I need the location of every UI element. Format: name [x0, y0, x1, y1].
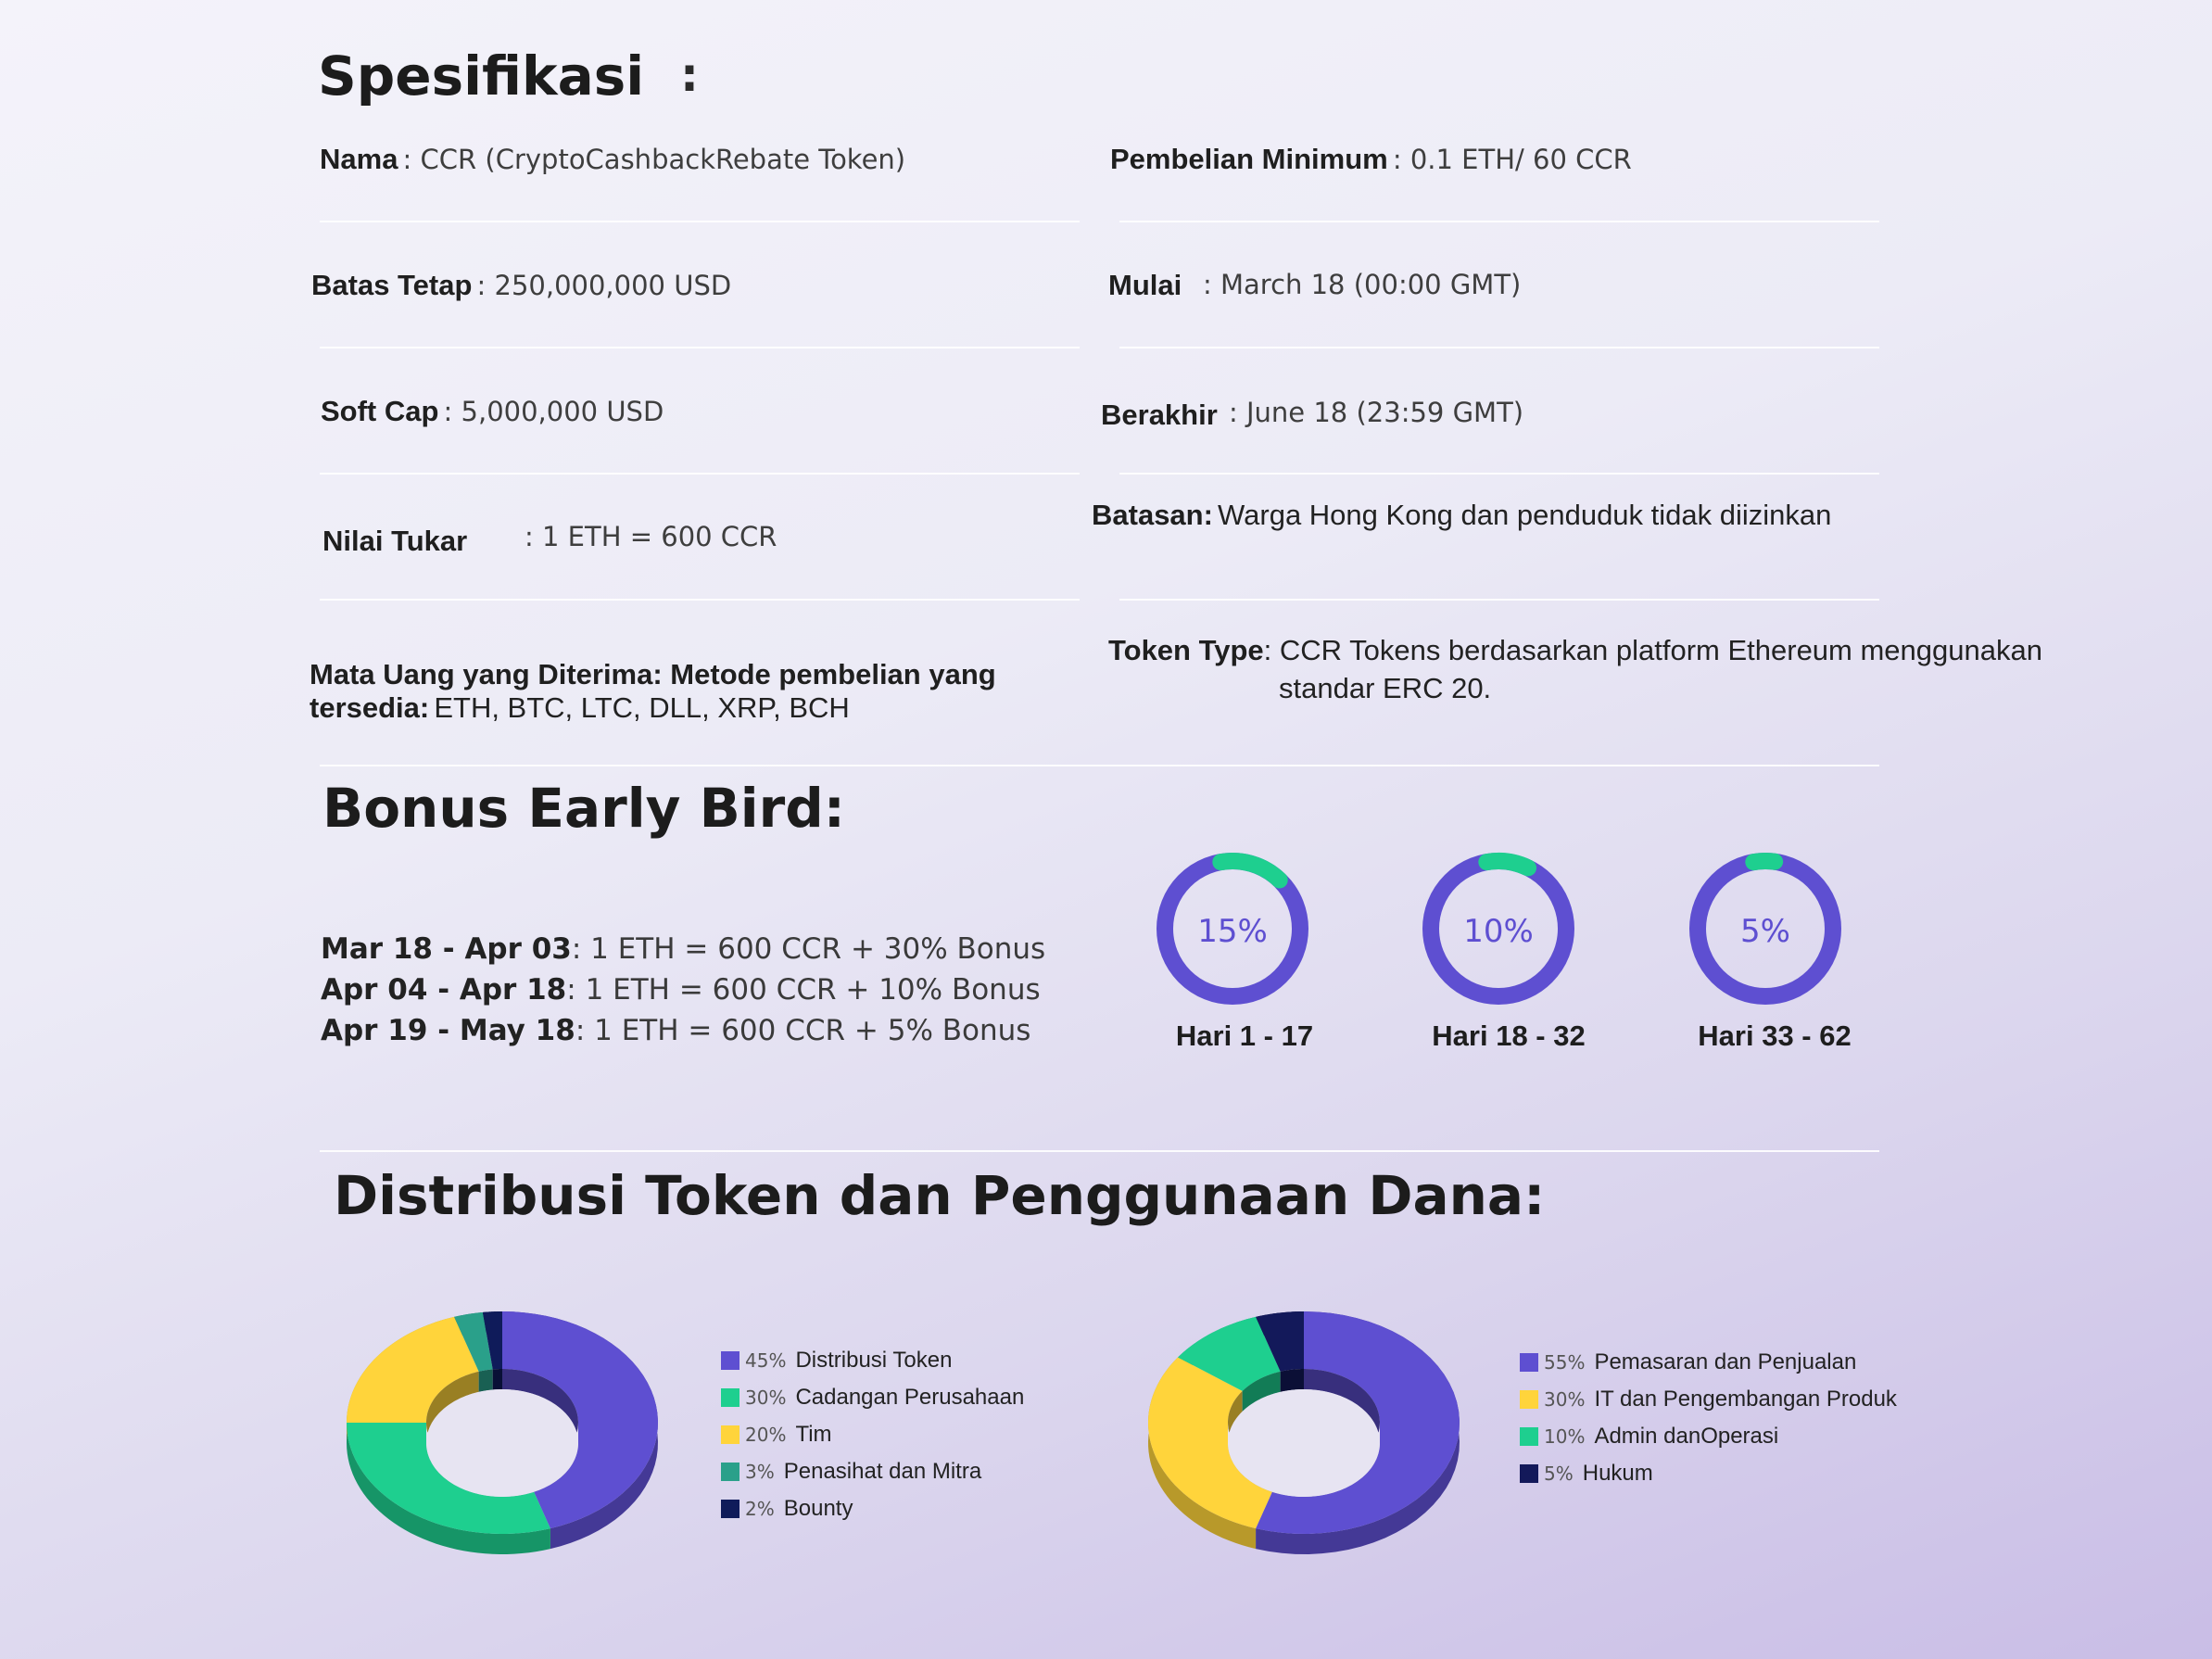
spec-label: Berakhir: [1101, 399, 1218, 431]
legend-label: Hukum: [1582, 1461, 1653, 1486]
distribution-title: Distribusi Token dan Penggunaan Dana:: [334, 1164, 1546, 1227]
legend-item: [1520, 1349, 1897, 1375]
bonus-date: Mar 18 - Apr 03: [321, 932, 572, 966]
donut-inner-wall-3: [1281, 1369, 1304, 1392]
spec-row-berakhir: [1101, 399, 1218, 432]
divider: [320, 473, 1080, 475]
spec-label: Mulai: [1108, 269, 1182, 301]
legend-item: [721, 1348, 1024, 1374]
spec-label: Mata Uang yang Diterima: Metode pembelian yang: [310, 658, 996, 690]
legend-swatch: [1520, 1353, 1538, 1372]
legend-label: Tim: [795, 1422, 832, 1447]
bonus-ring-1: [1149, 845, 1316, 1012]
legend-percent: 30%: [1544, 1388, 1586, 1411]
ring-label: Hari 1 - 17: [1175, 1019, 1314, 1052]
bonus-value: : 1 ETH = 600 CCR + 5% Bonus: [575, 1014, 1031, 1047]
legend-item: [721, 1422, 1024, 1448]
legend-swatch: [1520, 1464, 1538, 1483]
spec-label: Soft Cap: [321, 395, 439, 427]
divider: [1119, 473, 1879, 475]
token-distribution-chart: [329, 1293, 676, 1571]
bonus-ring-3: [1682, 845, 1849, 1012]
legend-swatch: [721, 1500, 739, 1518]
spec-label: Pembelian Minimum: [1110, 143, 1388, 175]
bonus-date: Apr 19 - May 18: [321, 1014, 575, 1047]
divider: [320, 221, 1080, 222]
spec-value: : 0.1 ETH/ 60 CCR: [1392, 144, 1632, 175]
spec-row-soft-cap: [321, 395, 664, 428]
spec-row-batas-tetap: [311, 269, 731, 302]
legend-percent: 3%: [745, 1461, 775, 1483]
spec-value: : CCR Tokens berdasarkan platform Ethereum menggunakan: [1263, 634, 2042, 666]
spec-value: : CCR (CryptoCashbackRebate Token): [402, 144, 906, 175]
legend-label: Pemasaran dan Penjualan: [1594, 1349, 1857, 1374]
legend-percent: 5%: [1544, 1463, 1574, 1485]
donut-inner-wall-3: [479, 1369, 493, 1391]
bonus-line: [321, 973, 1041, 1007]
spec-value: : 1 ETH = 600 CCR: [525, 521, 777, 552]
legend-label: Bounty: [783, 1496, 853, 1521]
legend-label: Distribusi Token: [795, 1348, 953, 1373]
legend-percent: 45%: [745, 1349, 787, 1372]
legend-item: [1520, 1461, 1897, 1487]
spec-value: Warga Hong Kong dan penduduk tidak diizinkan: [1218, 499, 1832, 531]
legend-item: [1520, 1387, 1897, 1412]
legend-item: [721, 1385, 1024, 1411]
legend-swatch: [1520, 1427, 1538, 1446]
spec-title-colon: :: [680, 48, 699, 102]
legend-item: [721, 1496, 1024, 1522]
bonus-date: Apr 04 - Apr 18: [321, 973, 567, 1007]
ring-percent: 5%: [1740, 913, 1790, 950]
spec-label: Batas Tetap: [311, 269, 473, 301]
fund-usage-legend: [1520, 1349, 1897, 1498]
spec-title: Spesifikasi: [318, 44, 645, 108]
divider: [1119, 347, 1879, 348]
divider: [320, 1150, 1879, 1152]
legend-swatch: [721, 1425, 739, 1444]
spec-row-nama: [320, 143, 905, 176]
legend-swatch: [721, 1351, 739, 1370]
spec-row-token-type: [1108, 634, 2042, 710]
ring-percent: 10%: [1463, 913, 1534, 950]
legend-percent: 10%: [1544, 1425, 1586, 1448]
spec-value: : 250,000,000 USD: [476, 270, 732, 301]
legend-item: [721, 1459, 1024, 1485]
legend-percent: 55%: [1544, 1351, 1586, 1374]
spec-value-mulai-wrap: [1203, 269, 1521, 300]
legend-label: Penasihat dan Mitra: [783, 1459, 982, 1484]
spec-value: standar ERC 20.: [1279, 672, 1492, 704]
bonus-ring-2: [1415, 845, 1582, 1012]
divider: [1119, 599, 1879, 601]
bonus-title: Bonus Early Bird:: [322, 777, 845, 840]
spec-label: Batasan:: [1092, 499, 1213, 531]
legend-label: Cadangan Perusahaan: [795, 1385, 1025, 1410]
spec-value: : June 18 (23:59 GMT): [1229, 397, 1524, 428]
divider: [320, 347, 1080, 348]
fund-usage-chart: [1131, 1293, 1478, 1571]
legend-percent: 30%: [745, 1387, 787, 1409]
ring-percent: 15%: [1197, 913, 1268, 950]
divider: [320, 599, 1080, 601]
legend-swatch: [721, 1463, 739, 1481]
token-distribution-legend: [721, 1348, 1024, 1533]
legend-item: [1520, 1424, 1897, 1450]
ring-label: Hari 33 - 62: [1698, 1019, 1852, 1052]
spec-label: Nama: [320, 143, 398, 175]
legend-label: IT dan Pengembangan Produk: [1594, 1387, 1897, 1412]
spec-row-mulai: [1108, 269, 1182, 302]
spec-row-batasan: [1092, 499, 1831, 532]
spec-label: Token Type: [1108, 634, 1264, 666]
divider: [320, 765, 1879, 766]
legend-label: Admin danOperasi: [1594, 1424, 1779, 1449]
legend-percent: 2%: [745, 1498, 775, 1520]
donut-inner-wall-4: [493, 1369, 502, 1389]
spec-value-berakhir-wrap: [1229, 397, 1523, 428]
ring-label: Hari 18 - 32: [1432, 1019, 1586, 1052]
bonus-value: : 1 ETH = 600 CCR + 30% Bonus: [571, 932, 1046, 966]
spec-label: tersedia:: [310, 691, 430, 724]
bonus-line: [321, 1014, 1030, 1047]
legend-percent: 20%: [745, 1424, 787, 1446]
spec-value: : March 18 (00:00 GMT): [1203, 269, 1522, 300]
legend-swatch: [721, 1388, 739, 1407]
spec-value: : 5,000,000 USD: [443, 396, 664, 427]
legend-swatch: [1520, 1390, 1538, 1409]
bonus-line: [321, 932, 1045, 966]
spec-value: ETH, BTC, LTC, DLL, XRP, BCH: [434, 691, 850, 724]
spec-label: Nilai Tukar: [322, 525, 468, 557]
bonus-value: : 1 ETH = 600 CCR + 10% Bonus: [566, 973, 1041, 1007]
spec-row-currency: [310, 658, 996, 729]
spec-row-pembelian-minimum: [1110, 143, 1632, 176]
spec-row-nilai-tukar: [322, 525, 467, 558]
divider: [1119, 221, 1879, 222]
spec-value-nilai-tukar-wrap: [525, 521, 777, 552]
